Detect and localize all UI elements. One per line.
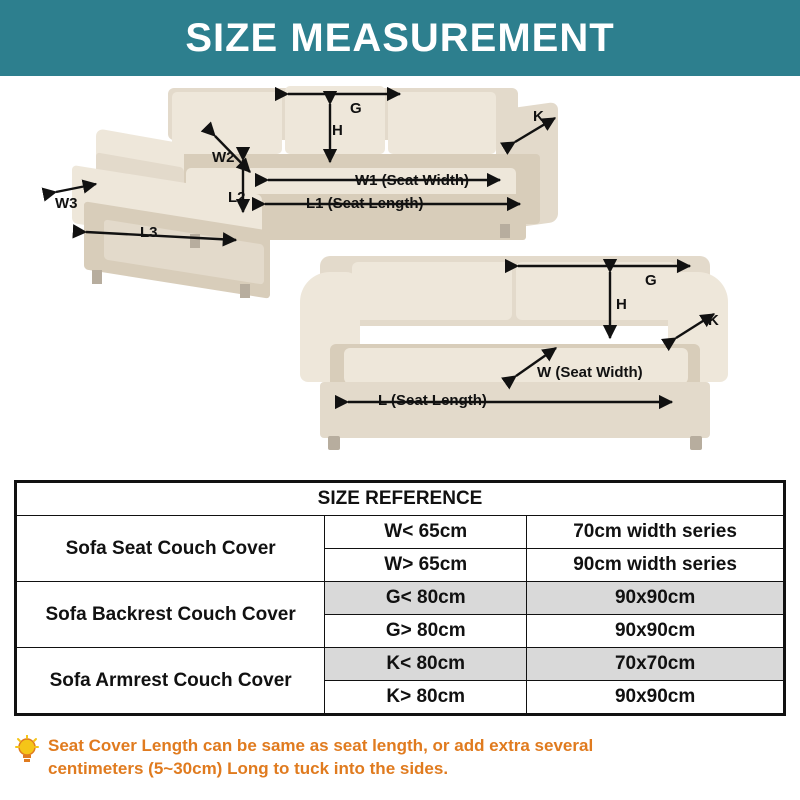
page-title: SIZE MEASUREMENT [185, 15, 615, 60]
row-label-seat: Sofa Seat Couch Cover [17, 516, 325, 582]
sofa-leg-right [690, 436, 702, 450]
cell-condition: K> 80cm [325, 681, 527, 714]
cell-condition: W> 65cm [325, 549, 527, 582]
label-sectional-l2: L2 [228, 189, 246, 206]
table-title-row [17, 483, 784, 516]
row-label-armrest: Sofa Armrest Couch Cover [17, 648, 325, 714]
sofa-leg-left [328, 436, 340, 450]
sofa-front-skirt [320, 382, 710, 438]
label-sectional-g: G [350, 100, 362, 117]
table-row [17, 582, 784, 615]
cell-result: 90cm width series [527, 549, 784, 582]
table-row [17, 648, 784, 681]
sofa-diagram-area [0, 76, 800, 476]
label-sectional-l1: L1 (Seat Length) [306, 195, 424, 212]
cell-result: 70cm width series [527, 516, 784, 549]
note-text-block [48, 735, 593, 781]
note-line-1: Seat Cover Length can be same as seat length, or add extra several [48, 736, 594, 755]
lightbulb-icon [14, 735, 40, 765]
label-sectional-w2: W2 [212, 149, 235, 166]
sectional-leg-1 [190, 234, 200, 248]
page-header [0, 0, 800, 76]
label-sectional-h: H [332, 122, 343, 139]
row-label-backrest: Sofa Backrest Couch Cover [17, 582, 325, 648]
table-row [17, 516, 784, 549]
label-sectional-w3: W3 [55, 195, 78, 212]
label-sectional-l3: L3 [140, 224, 158, 241]
label-sofa-l: L (Seat Length) [378, 392, 487, 409]
cell-condition: W< 65cm [325, 516, 527, 549]
footer-note [14, 735, 786, 781]
cell-result: 90x90cm [527, 582, 784, 615]
label-sofa-k: K [708, 312, 719, 329]
note-line-2: centimeters (5~30cm) Long to tuck into the sides. [48, 758, 449, 778]
label-sofa-w: W (Seat Width) [537, 364, 643, 381]
sectional-leg-2 [500, 224, 510, 238]
chaise-leg-1 [92, 270, 102, 284]
cell-condition: G> 80cm [325, 615, 527, 648]
chaise-leg-2 [240, 284, 250, 298]
sectional-back-cushion-2 [285, 86, 385, 154]
table-title: SIZE REFERENCE [17, 483, 784, 516]
cell-result: 90x90cm [527, 615, 784, 648]
cell-condition: K< 80cm [325, 648, 527, 681]
sectional-back-cushion-1 [172, 92, 282, 154]
cell-result: 90x90cm [527, 681, 784, 714]
label-sectional-w1: W1 (Seat Width) [355, 172, 470, 189]
sofa-back-cushion-right [516, 262, 676, 320]
label-sofa-h: H [616, 296, 627, 313]
cell-condition: G< 80cm [325, 582, 527, 615]
label-sofa-g: G [645, 272, 657, 289]
label-sectional-k: K [533, 108, 544, 125]
size-reference-table [14, 480, 786, 716]
sectional-back-cushion-3 [388, 92, 496, 154]
sofa-back-cushion-left [352, 262, 512, 320]
cell-result: 70x70cm [527, 648, 784, 681]
